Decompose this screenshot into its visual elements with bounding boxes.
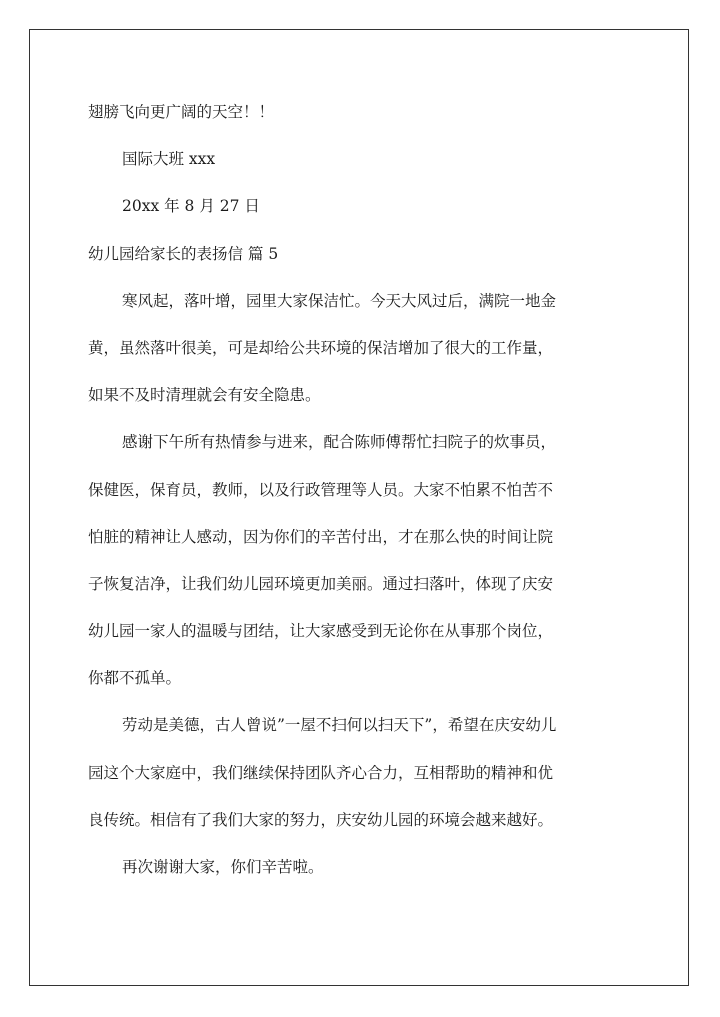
paragraph-1-line-2: 黄，虽然落叶很美，可是却给公共环境的保洁增加了很大的工作量， xyxy=(88,338,554,357)
paragraph-2-line-4: 子恢复洁净，让我们幼儿园环境更加美丽。通过扫落叶，体现了庆安 xyxy=(88,574,554,593)
signature-date: 20xx 年 8 月 27 日 xyxy=(122,197,260,216)
paragraph-2-line-3: 怕脏的精神让人感动，因为你们的辛苦付出，才在那么快的时间让院 xyxy=(88,527,554,546)
paragraph-2-line-1: 感谢下午所有热情参与进来，配合陈师傅帮忙扫院子的炊事员， xyxy=(122,433,557,452)
paragraph-3-line-1: 劳动是美德，古人曾说”一屋不扫何以扫天下”，希望在庆安幼儿 xyxy=(122,716,557,735)
paragraph-2-line-5: 幼儿园一家人的温暖与团结，让大家感受到无论你在从事那个岗位， xyxy=(88,622,554,641)
document-body xyxy=(88,92,640,894)
paragraph-3-line-3: 良传统。相信有了我们大家的努力，庆安幼儿园的环境会越来越好。 xyxy=(88,810,554,829)
paragraph-1-line-3: 如果不及时清理就会有安全隐患。 xyxy=(88,386,321,405)
section-heading: 幼儿园给家长的表扬信 篇 5 xyxy=(88,244,279,263)
paragraph-2-line-2: 保健医，保育员，教师，以及行政管理等人员。大家不怕累不怕苦不 xyxy=(88,480,554,499)
closing-line: 翅膀飞向更广阔的天空！！ xyxy=(88,103,275,121)
paragraph-2-line-6: 你都不孤单。 xyxy=(88,669,182,688)
paragraph-3-line-2: 园这个大家庭中，我们继续保持团队齐心合力，互相帮助的精神和优 xyxy=(88,763,554,782)
signature-class: 国际大班 xxx xyxy=(122,150,216,169)
paragraph-1-line-1: 寒风起，落叶增，园里大家保洁忙。今天大风过后，满院一地金 xyxy=(122,291,557,310)
paragraph-4-line-1: 再次谢谢大家，你们辛苦啦。 xyxy=(122,858,324,876)
